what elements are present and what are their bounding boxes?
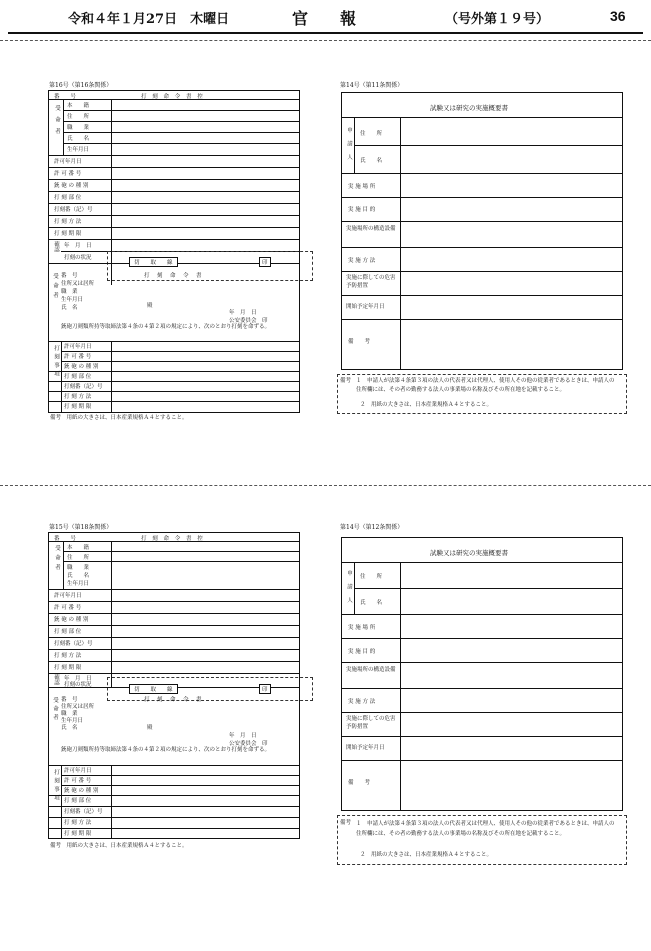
- lower-field-number: 番 号: [61, 697, 78, 703]
- law-text: 銃砲刀剣類所持等取締法第４条の４第２項の規定により、次のとおり打刻を命ずる。: [61, 324, 271, 330]
- lower-field-birthdate: 生年月日: [61, 718, 84, 724]
- row-permit-date: 許可年月日: [54, 159, 82, 165]
- applicant-row-address: 住 所: [360, 131, 383, 137]
- lower-field-occupation: 職 業: [61, 289, 78, 295]
- lower-field-name: 氏 名: [61, 305, 78, 311]
- row-marking-number: 打刻番（記）号: [54, 641, 93, 647]
- issue-date: 年 月 日: [229, 733, 257, 739]
- recipient-row-honseki: 本 籍: [67, 103, 90, 109]
- lower-group-label: 打刻事項: [53, 769, 59, 803]
- kokuin-order-form: [48, 532, 300, 839]
- lower-form-title: 打 刻 命 令 書: [144, 273, 203, 279]
- research-note-label: 備考: [340, 378, 352, 384]
- form-caption: 第14号（第11条関係）: [340, 82, 404, 89]
- form-title: 打 刻 命 令 書 控: [141, 94, 205, 100]
- research-form-title: 試験又は研究の実施概要書: [430, 104, 508, 112]
- row-hazard-prevention: 実施に際しての危害予防措置: [346, 275, 396, 289]
- recipient-row-address: 住 所: [67, 114, 90, 120]
- seal-mark: 印: [259, 257, 271, 267]
- lower-row-permit-date: 許可年月日: [64, 768, 92, 774]
- header-page-number: 36: [610, 8, 626, 24]
- row-structure: 実施場所の構造設備: [346, 667, 396, 673]
- lower-row-marking-number: 打刻番（記）号: [64, 809, 103, 815]
- header-publication: 官 報: [292, 9, 357, 28]
- recipient-row-birthdate: 生年月日: [67, 147, 90, 153]
- lower-field-birthdate: 生年月日: [61, 297, 84, 303]
- row-marking-method: 打 刻 方 法: [54, 653, 82, 659]
- row-marking-position: 打 刻 部 位: [54, 195, 82, 201]
- row-gun-type: 銃 砲 の 種 別: [54, 183, 89, 189]
- lower-row-marking-number: 打刻番（記）号: [64, 384, 103, 390]
- lower-row-permit-number: 許 可 番 号: [64, 778, 92, 784]
- row-remarks: 備 考: [348, 780, 371, 786]
- header-issue: （号外第１９号）: [445, 12, 550, 27]
- recipient-row-name: 氏 名: [67, 573, 90, 579]
- addressee-suffix: 殿: [147, 725, 153, 731]
- lower-row-marking-position: 打 刻 部 位: [64, 374, 92, 380]
- form-note: 備考 用紙の大きさは、日本産業規格Ａ４とすること。: [50, 415, 188, 421]
- lower-row-marking-deadline: 打 刻 期 限: [64, 831, 92, 837]
- applicant-row-name: 氏 名: [360, 600, 383, 606]
- applicant-row-name: 氏 名: [360, 158, 383, 164]
- recipient-row-birthdate: 生年月日: [67, 581, 90, 587]
- header-rule: [8, 32, 643, 34]
- page-fold-line-top: [0, 40, 651, 41]
- lower-row-marking-method: 打 刻 方 法: [64, 394, 92, 400]
- research-overview-form: [341, 537, 623, 811]
- row-marking-position: 打 刻 部 位: [54, 629, 82, 635]
- form-note: 備考 用紙の大きさは、日本産業規格Ａ４とすること。: [50, 843, 188, 849]
- lower-row-permit-date: 許可年月日: [64, 344, 92, 350]
- row-permit-number: 許 可 番 号: [54, 171, 82, 177]
- issuer: 公安委員会 印: [229, 741, 268, 747]
- applicant-group-label: 申請人: [346, 127, 352, 168]
- lower-recipient-label: 受命者: [52, 697, 58, 723]
- row-check-status: 打刻の状況: [64, 682, 92, 688]
- row-check-status: 打刻の状況: [64, 255, 92, 261]
- form-caption: 第15号（第18条関係）: [49, 524, 113, 531]
- research-note-label: 備考: [340, 820, 352, 826]
- row-purpose: 実 施 目 的: [348, 207, 376, 213]
- page-fold-line-middle: [0, 485, 651, 486]
- applicant-row-address: 住 所: [360, 574, 383, 580]
- research-note-2: ２ 用紙の大きさは、日本産業規格Ａ４とすること。: [360, 852, 493, 858]
- form-title: 打 刻 命 令 書 控: [141, 536, 205, 542]
- row-permit-number: 許 可 番 号: [54, 605, 82, 611]
- row-start-date: 開始予定年月日: [346, 304, 385, 310]
- research-note-1: １ 申請人が法第４条第３項の法人の代表者又は代理人、使用人その他の従業者であるときは、申請人の住所欄には、その者の勤務する法人の事業場の名称及びその所在地を記載すること。: [356, 821, 615, 837]
- kokuin-order-form: [48, 90, 300, 413]
- row-purpose: 実 施 目 的: [348, 649, 376, 655]
- row-hazard-prevention: 実施に際しての危害予防措置: [346, 716, 396, 730]
- row-marking-number: 打刻番（記）号: [54, 207, 93, 213]
- row-check-date: 年 月 日: [64, 243, 92, 249]
- issue-date: 年 月 日: [229, 310, 257, 316]
- lower-group-label: 打刻事項: [53, 345, 59, 379]
- header-date: 令和４年１月27日 木曜日: [68, 12, 230, 27]
- number-label: 番 号: [54, 536, 77, 542]
- recipient-row-occupation: 職 業: [67, 125, 90, 131]
- lower-field-number: 番 号: [61, 273, 78, 279]
- cut-line-label: 切 取 線: [129, 257, 178, 267]
- reason-group-label: 確認: [53, 674, 59, 685]
- research-note-1: １ 申請人が法第４条第３項の法人の代表者又は代理人、使用人その他の従業者であるときは、申請人の住所欄には、その者の勤務する法人の事業場の名称及びその所在地を記載すること。: [356, 378, 615, 393]
- row-permit-date: 許可年月日: [54, 593, 82, 599]
- lower-row-marking-method: 打 刻 方 法: [64, 820, 92, 826]
- lower-row-gun-type: 銃 砲 の 種 別: [64, 364, 99, 370]
- row-check-date: 年 月 日: [64, 676, 92, 682]
- lower-row-marking-deadline: 打 刻 期 限: [64, 404, 92, 410]
- row-marking-deadline: 打 刻 期 限: [54, 665, 82, 671]
- row-marking-method: 打 刻 方 法: [54, 219, 82, 225]
- recipient-row-honseki: 本 籍: [67, 545, 90, 551]
- research-form-title: 試験又は研究の実施概要書: [430, 549, 508, 557]
- seal-mark: 印: [259, 684, 271, 694]
- row-marking-deadline: 打 刻 期 限: [54, 231, 82, 237]
- lower-row-permit-number: 許 可 番 号: [64, 354, 92, 360]
- reason-group-label: 確認: [53, 241, 59, 252]
- row-method: 実 施 方 法: [348, 258, 376, 264]
- row-method: 実 施 方 法: [348, 699, 376, 705]
- recipient-row-address: 住 所: [67, 555, 90, 561]
- recipient-group-label: 受命者: [54, 545, 60, 574]
- applicant-group-label: 申請人: [346, 570, 352, 611]
- number-label: 番 号: [54, 94, 77, 100]
- lower-field-address: 住所又は居所: [61, 281, 95, 287]
- recipient-row-occupation: 職 業: [67, 565, 90, 571]
- lower-row-gun-type: 銃 砲 の 種 別: [64, 788, 99, 794]
- research-note-2: ２ 用紙の大きさは、日本産業規格Ａ４とすること。: [360, 402, 493, 408]
- row-structure: 実施場所の構造設備: [346, 226, 396, 232]
- lower-field-address: 住所又は居所: [61, 704, 95, 710]
- lower-field-name: 氏 名: [61, 725, 78, 731]
- recipient-row-name: 氏 名: [67, 136, 90, 142]
- lower-row-marking-position: 打 刻 部 位: [64, 798, 92, 804]
- law-text: 銃砲刀剣類所持等取締法第４条の４第２項の規定により、次のとおり打刻を命ずる。: [61, 747, 271, 753]
- lower-recipient-label: 受命者: [52, 273, 58, 302]
- issuer: 公安委員会 印: [229, 318, 268, 324]
- row-gun-type: 銃 砲 の 種 別: [54, 617, 89, 623]
- research-overview-form: [341, 92, 623, 370]
- lower-form-title: 打 刻 命 令 書: [144, 697, 203, 703]
- form-caption: 第16号（第16条関係）: [49, 82, 113, 89]
- recipient-group-label: 受命者: [54, 105, 60, 140]
- form-caption: 第14号（第12条関係）: [340, 524, 404, 531]
- cut-line-label: 切 取 線: [129, 684, 178, 694]
- row-site: 実 施 場 所: [348, 184, 376, 190]
- row-site: 実 施 場 所: [348, 625, 376, 631]
- lower-field-occupation: 職 業: [61, 711, 78, 717]
- row-start-date: 開始予定年月日: [346, 745, 385, 751]
- addressee-suffix: 殿: [147, 303, 153, 309]
- row-remarks: 備 考: [348, 339, 371, 345]
- page-header: [0, 6, 651, 32]
